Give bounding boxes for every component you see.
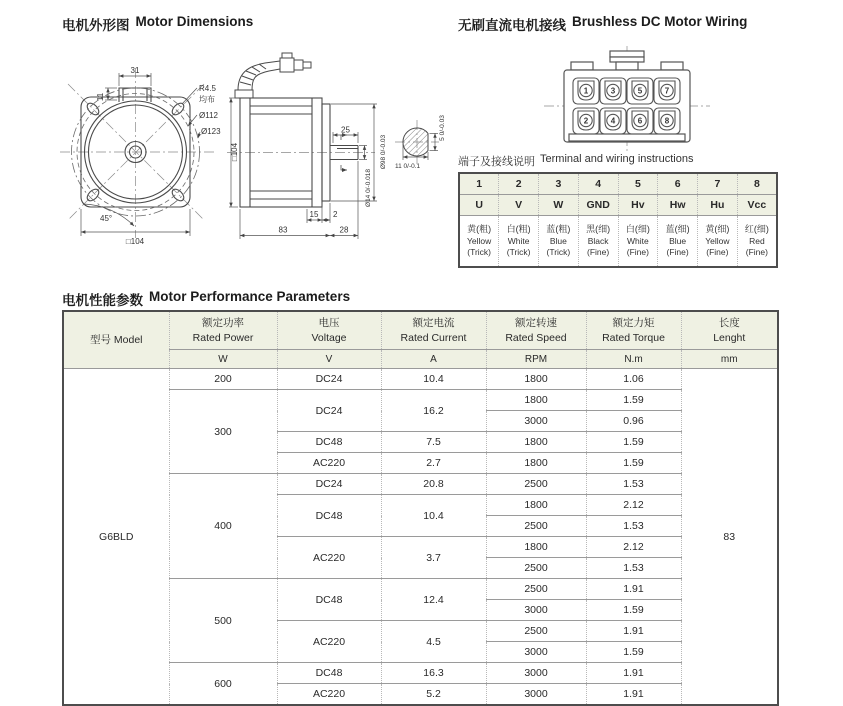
cell-speed: 1800 <box>486 390 586 411</box>
title-zh: 电机外形图 <box>62 18 130 33</box>
wire-color-en: Blue <box>669 235 687 246</box>
cell-speed: 1800 <box>486 432 586 453</box>
header-zh: 长度 <box>718 317 740 330</box>
cell-torque: 1.91 <box>586 579 681 600</box>
wire-cell <box>459 216 499 268</box>
pin-number: 3 <box>610 86 616 96</box>
unit-speed: RPM <box>486 350 586 369</box>
title-en: Motor Dimensions <box>135 14 254 29</box>
signal-cell: GND <box>578 195 618 216</box>
cell-voltage: AC220 <box>277 684 381 706</box>
cell-current: 7.5 <box>381 432 486 453</box>
cell-torque: 1.59 <box>586 432 681 453</box>
table-row <box>63 663 778 684</box>
dim-top-width: 31 <box>130 66 140 75</box>
title-zh: 电机性能参数 <box>62 293 143 308</box>
header-model: 型号 Model <box>63 311 169 369</box>
header-en: Rated Power <box>192 331 254 344</box>
header-rated-torque <box>586 311 681 350</box>
wire-color-en: Blue <box>549 235 567 246</box>
dim-flat-width: 11 0/-0.1 <box>395 163 421 170</box>
wire-gauge-note: (Fine) <box>666 247 689 258</box>
dim-bolt-circle: Ø112 <box>199 111 218 120</box>
dim-15: 15 <box>309 210 319 219</box>
wire-cell <box>737 216 777 268</box>
cell-torque: 2.12 <box>586 495 681 516</box>
dim-shaft-diameter: Ø14 0/-0.018 <box>365 169 372 207</box>
dim-square-width: □104 <box>125 237 145 246</box>
table-row <box>63 369 778 390</box>
cell-speed: 1800 <box>486 453 586 474</box>
motor-front-view-drawing <box>58 48 240 266</box>
cell-current: 10.4 <box>381 369 486 390</box>
header-voltage <box>277 311 381 350</box>
dim-angle: 45° <box>100 214 113 223</box>
table-row <box>63 474 778 495</box>
pin-cell: 1 <box>459 173 499 195</box>
header-en: Rated Current <box>400 331 467 344</box>
wire-cell <box>499 216 539 268</box>
cell-speed: 2500 <box>486 558 586 579</box>
cell-speed: 3000 <box>486 642 586 663</box>
cell-power: 400 <box>169 474 277 579</box>
wire-color-en: Black <box>587 235 609 246</box>
cell-power: 500 <box>169 579 277 663</box>
cell-current: 12.4 <box>381 579 486 621</box>
cell-voltage: AC220 <box>277 453 381 474</box>
header-en: Rated Speed <box>505 331 567 344</box>
signal-cell: Hu <box>698 195 738 216</box>
cell-torque: 1.53 <box>586 558 681 579</box>
cell-speed: 3000 <box>486 663 586 684</box>
wire-color-en: White <box>627 235 649 246</box>
cell-torque: 2.12 <box>586 537 681 558</box>
cell-voltage: AC220 <box>277 621 381 663</box>
cell-model: G6BLD <box>63 369 169 706</box>
wire-color-zh: 白(粗) <box>506 224 531 235</box>
cell-current: 16.3 <box>381 663 486 684</box>
wire-cell <box>698 216 738 268</box>
pin-cell: 2 <box>499 173 539 195</box>
connector-face-drawing <box>540 44 715 156</box>
cell-voltage: DC48 <box>277 579 381 621</box>
wire-gauge-note: (Trick) <box>506 247 531 258</box>
wire-color-zh: 黄(细) <box>705 224 730 235</box>
cell-speed: 3000 <box>486 684 586 706</box>
cable-and-connector <box>235 53 311 98</box>
cell-torque: 1.53 <box>586 516 681 537</box>
signal-cell: U <box>459 195 499 216</box>
cell-speed: 1800 <box>486 369 586 390</box>
wire-color-zh: 红(细) <box>744 224 769 235</box>
wire-gauge-note: (Fine) <box>745 247 768 258</box>
header-en: Lenght <box>713 331 746 344</box>
header-zh: 额定转速 <box>515 317 557 330</box>
table-row <box>63 390 778 411</box>
cell-torque: 1.91 <box>586 663 681 684</box>
wire-color-en: Yellow <box>705 235 730 246</box>
cell-speed: 3000 <box>486 600 586 621</box>
signal-cell: W <box>539 195 579 216</box>
pin-cell: 6 <box>658 173 698 195</box>
dim-evenly-note: 均布 <box>199 95 215 104</box>
pin-cell: 8 <box>737 173 777 195</box>
pin-cell: 3 <box>539 173 579 195</box>
cell-current: 2.7 <box>381 453 486 474</box>
cell-speed: 3000 <box>486 411 586 432</box>
header-rated-current <box>381 311 486 350</box>
cell-current: 16.2 <box>381 390 486 432</box>
shaft-section-detail <box>403 128 428 156</box>
wire-cell <box>578 216 618 268</box>
cell-torque: 1.53 <box>586 474 681 495</box>
cell-length: 83 <box>681 369 778 706</box>
cell-power: 600 <box>169 663 277 706</box>
cell-power: 200 <box>169 369 277 390</box>
title-en: Terminal and wiring instructions <box>540 153 694 165</box>
header-row-labels <box>63 311 778 350</box>
dim-2: 2 <box>333 210 338 219</box>
wire-gauge-note: (Fine) <box>706 247 729 258</box>
wire-color-zh: 蓝(粗) <box>546 224 571 235</box>
dim-body-length: 83 <box>278 225 288 235</box>
wire-color-zh: 蓝(细) <box>665 224 690 235</box>
wire-color-zh: 黑(细) <box>586 224 611 235</box>
signal-cell: Hv <box>618 195 658 216</box>
cell-current: 3.7 <box>381 537 486 579</box>
signal-cell: V <box>499 195 539 216</box>
dim-spigot-diameter: Ø98 0/-0.03 <box>380 134 387 170</box>
section-title-motor-dimensions <box>62 14 253 34</box>
unit-length: mm <box>681 350 778 369</box>
cell-speed: 2500 <box>486 621 586 642</box>
header-zh: 额定力矩 <box>612 317 655 330</box>
pin-cell: 4 <box>578 173 618 195</box>
dim-shaft-extension: 28 <box>339 225 349 235</box>
dim-outer-circle: Ø123 <box>201 127 221 136</box>
cell-voltage: DC48 <box>277 432 381 453</box>
cell-torque: 1.91 <box>586 684 681 706</box>
pin-number: 8 <box>664 116 670 126</box>
wire-gauge-note: (Fine) <box>626 247 649 258</box>
dim-boss-height: 11 <box>96 92 105 102</box>
cell-voltage: DC48 <box>277 495 381 537</box>
header-length <box>681 311 778 350</box>
signal-cell: Vcc <box>737 195 777 216</box>
terminal-wiring-table <box>458 172 778 268</box>
pin-number: 7 <box>664 86 670 96</box>
motor-side-view-drawing <box>225 48 450 263</box>
cell-speed: 1800 <box>486 537 586 558</box>
cell-torque: 1.06 <box>586 369 681 390</box>
header-en: Rated Torque <box>602 331 665 344</box>
dim-square-height: □104 <box>230 142 239 162</box>
cell-torque: 1.59 <box>586 600 681 621</box>
wire-color-en: White <box>507 235 530 246</box>
unit-power: W <box>169 350 277 369</box>
pin-number: 4 <box>610 116 616 126</box>
pin-number: 6 <box>637 116 643 126</box>
unit-voltage: V <box>277 350 381 369</box>
header-zh: 电压 <box>318 317 340 330</box>
pin-number: 5 <box>637 86 643 96</box>
pin-number-row <box>459 173 777 195</box>
performance-parameters-table <box>62 310 779 706</box>
wire-cell <box>539 216 579 268</box>
signal-cell: Hw <box>658 195 698 216</box>
cell-voltage: DC24 <box>277 390 381 432</box>
cell-voltage: DC48 <box>277 663 381 684</box>
section-title-motor-wiring <box>458 14 747 34</box>
header-rated-speed <box>486 311 586 350</box>
cell-speed: 2500 <box>486 474 586 495</box>
wire-color-zh: 白(细) <box>625 224 650 235</box>
header-zh: 额定电流 <box>412 317 455 330</box>
title-en: Motor Performance Parameters <box>149 289 351 304</box>
header-row-units <box>63 350 778 369</box>
header-rated-power <box>169 311 277 350</box>
unit-torque: N.m <box>586 350 681 369</box>
pin-number: 1 <box>583 86 589 96</box>
wire-gauge-note: (Fine) <box>587 247 610 258</box>
cell-torque: 1.59 <box>586 642 681 663</box>
header-en: Voltage <box>311 331 347 344</box>
pin-cell: 7 <box>698 173 738 195</box>
wire-cell <box>618 216 658 268</box>
cell-current: 20.8 <box>381 474 486 495</box>
cell-current: 10.4 <box>381 495 486 537</box>
title-zh: 端子及接线说明 <box>458 156 535 168</box>
table-row <box>63 579 778 600</box>
pin-cell: 5 <box>618 173 658 195</box>
title-en: Brushless DC Motor Wiring <box>572 14 748 29</box>
wire-gauge-note: (Trick) <box>467 247 491 258</box>
cell-power: 300 <box>169 390 277 474</box>
cell-voltage: DC24 <box>277 369 381 390</box>
wire-color-en: Yellow <box>466 235 492 246</box>
unit-current: A <box>381 350 486 369</box>
cell-speed: 2500 <box>486 516 586 537</box>
cell-current: 5.2 <box>381 684 486 706</box>
wire-color-row <box>459 216 777 268</box>
signal-row <box>459 195 777 216</box>
cell-torque: 1.91 <box>586 621 681 642</box>
cell-voltage: AC220 <box>277 537 381 579</box>
wire-gauge-note: (Trick) <box>546 247 571 258</box>
cell-speed: 1800 <box>486 495 586 516</box>
cell-current: 4.5 <box>381 621 486 663</box>
pin-number: 2 <box>583 116 589 126</box>
section-title-performance <box>62 289 350 309</box>
side-dimensions <box>229 98 377 239</box>
cell-torque: 0.96 <box>586 411 681 432</box>
front-dim-labels <box>96 66 221 246</box>
cell-speed: 2500 <box>486 579 586 600</box>
dim-corner-radius: R4.5 <box>199 84 216 93</box>
wire-color-en: Red <box>749 235 765 246</box>
cell-torque: 1.59 <box>586 390 681 411</box>
dim-shaft-usable-length: 25 <box>341 125 350 135</box>
cell-torque: 1.59 <box>586 453 681 474</box>
wire-cell <box>658 216 698 268</box>
wire-color-zh: 黄(粗) <box>467 224 492 235</box>
cell-voltage: DC24 <box>277 474 381 495</box>
dim-flat-height: 5 0/-0.03 <box>439 115 446 141</box>
header-zh: 额定功率 <box>202 317 244 330</box>
title-zh: 无刷直流电机接线 <box>458 18 566 33</box>
